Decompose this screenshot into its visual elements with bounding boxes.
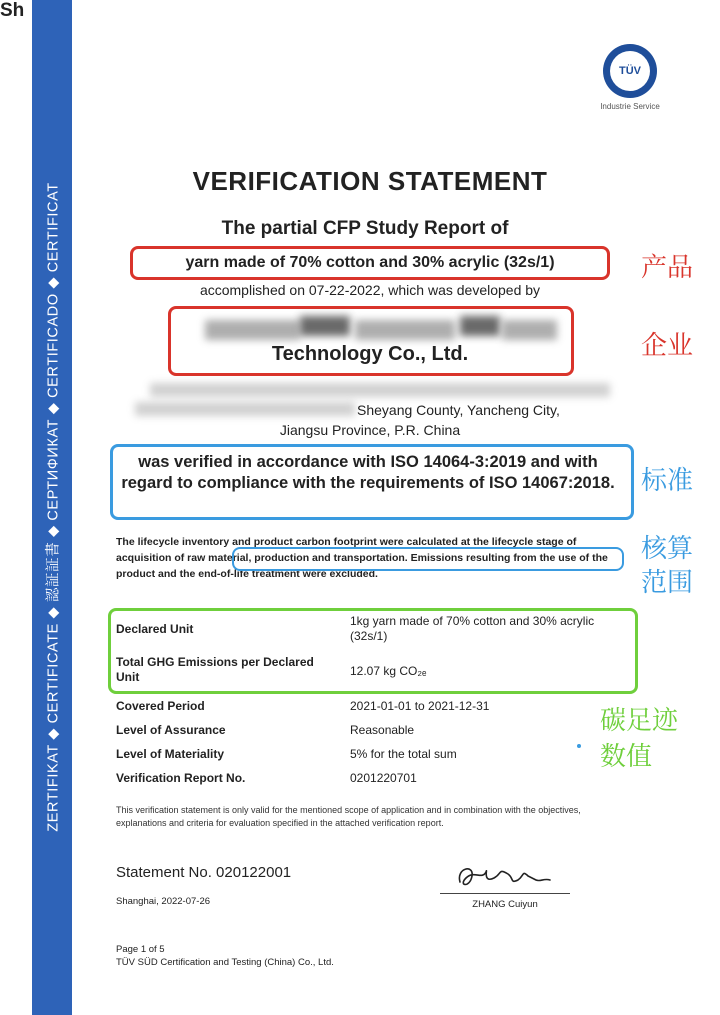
materiality-value: 5% for the total sum bbox=[350, 747, 457, 761]
tuv-logo-caption: Industrie Service bbox=[600, 102, 660, 111]
product-name: yarn made of 70% cotton and 30% acrylic (32s/1) bbox=[185, 254, 555, 271]
report-no-label: Verification Report No. bbox=[116, 771, 246, 785]
accomplished-line: accomplished on 07-22-2022, which was developed by bbox=[199, 282, 541, 298]
report-no-value: 0201220701 bbox=[350, 771, 417, 785]
page-number: Page 1 of 5 bbox=[116, 944, 165, 955]
annotation-values-1: 碳足迹 bbox=[600, 706, 679, 736]
annotation-product: 产品 bbox=[641, 253, 694, 283]
lifecycle-text-1: The lifecycle inventory and product carbon footprint were calculated at the lifecycle stage of bbox=[116, 536, 577, 548]
redaction bbox=[135, 402, 355, 416]
lifecycle-highlight: acquisition of raw material, production and transportation. bbox=[116, 552, 408, 564]
issuer-name: TÜV SÜD Certification and Testing (China) Co., Ltd. bbox=[116, 957, 334, 968]
statement-number: Statement No. 020122001 bbox=[116, 864, 292, 881]
document-title: VERIFICATION STATEMENT bbox=[192, 166, 548, 196]
company-name-line2: Technology Co., Ltd. bbox=[271, 343, 469, 365]
signature-image bbox=[452, 858, 562, 894]
ghg-label: Total GHG Emissions per Declared Unit bbox=[116, 655, 314, 684]
covered-period-label: Covered Period bbox=[116, 699, 205, 713]
declared-unit-label: Declared Unit bbox=[116, 622, 194, 636]
address-line2: Jiangsu Province, P.R. China bbox=[279, 422, 461, 438]
tuv-logo-mark bbox=[603, 44, 657, 98]
ghg-value: 12.07 kg CO₂ₑ bbox=[350, 664, 427, 678]
assurance-label: Level of Assurance bbox=[116, 723, 226, 737]
covered-period-value: 2021-01-01 to 2021-12-31 bbox=[350, 699, 490, 713]
signer-name: ZHANG Cuiyun bbox=[472, 899, 538, 910]
company-highlight-box bbox=[168, 306, 574, 376]
annotation-company: 企业 bbox=[641, 331, 694, 361]
scope-highlight-box bbox=[232, 547, 624, 571]
materiality-label: Level of Materiality bbox=[116, 747, 225, 761]
annotation-dot bbox=[577, 744, 581, 748]
assurance-value: Reasonable bbox=[350, 723, 415, 737]
product-highlight-box bbox=[130, 246, 610, 280]
address-line1: Sheyang County, Yancheng City, bbox=[357, 402, 560, 418]
disclaimer: This verification statement is only valid for the mentioned scope of application and in combination with the objectives, explanations and criteria for evaluation specified in the attached verification report. bbox=[116, 805, 581, 828]
issue-date: Shanghai, 2022-07-26 bbox=[116, 896, 211, 907]
values-highlight-box bbox=[108, 608, 638, 694]
annotation-scope-2: 范围 bbox=[641, 568, 694, 598]
annotation-values-2: 数值 bbox=[600, 742, 653, 772]
lifecycle-text-2: Emissions resulting from the use of the product and the end-of-life treatment were excluded. bbox=[116, 552, 608, 580]
tuv-logo-text: TÜV bbox=[610, 51, 650, 91]
redaction bbox=[150, 383, 610, 397]
tuv-logo bbox=[595, 44, 665, 111]
sidebar-text: ZERTIFIKAT ◆ CERTIFICATE ◆ 認証証書 ◆ СЕРТИФИКАТ ◆ CERTIFICADO ◆ CERTIFICAT bbox=[45, 182, 62, 832]
verification-standard: was verified in accordance with ISO 14064-3:2019 and with regard to compliance with the requirements of ISO 14067:2018. bbox=[121, 453, 615, 492]
document-subtitle: The partial CFP Study Report of bbox=[221, 218, 509, 239]
declared-unit-value: 1kg yarn made of 70% cotton and 30% acrylic (32s/1) bbox=[350, 614, 595, 643]
standard-highlight-box bbox=[110, 444, 634, 520]
annotation-scope-1: 核算 bbox=[641, 534, 694, 564]
annotation-standard: 标准 bbox=[641, 466, 694, 496]
signature-line bbox=[440, 893, 570, 894]
company-name-prefix: Sh bbox=[0, 0, 25, 21]
